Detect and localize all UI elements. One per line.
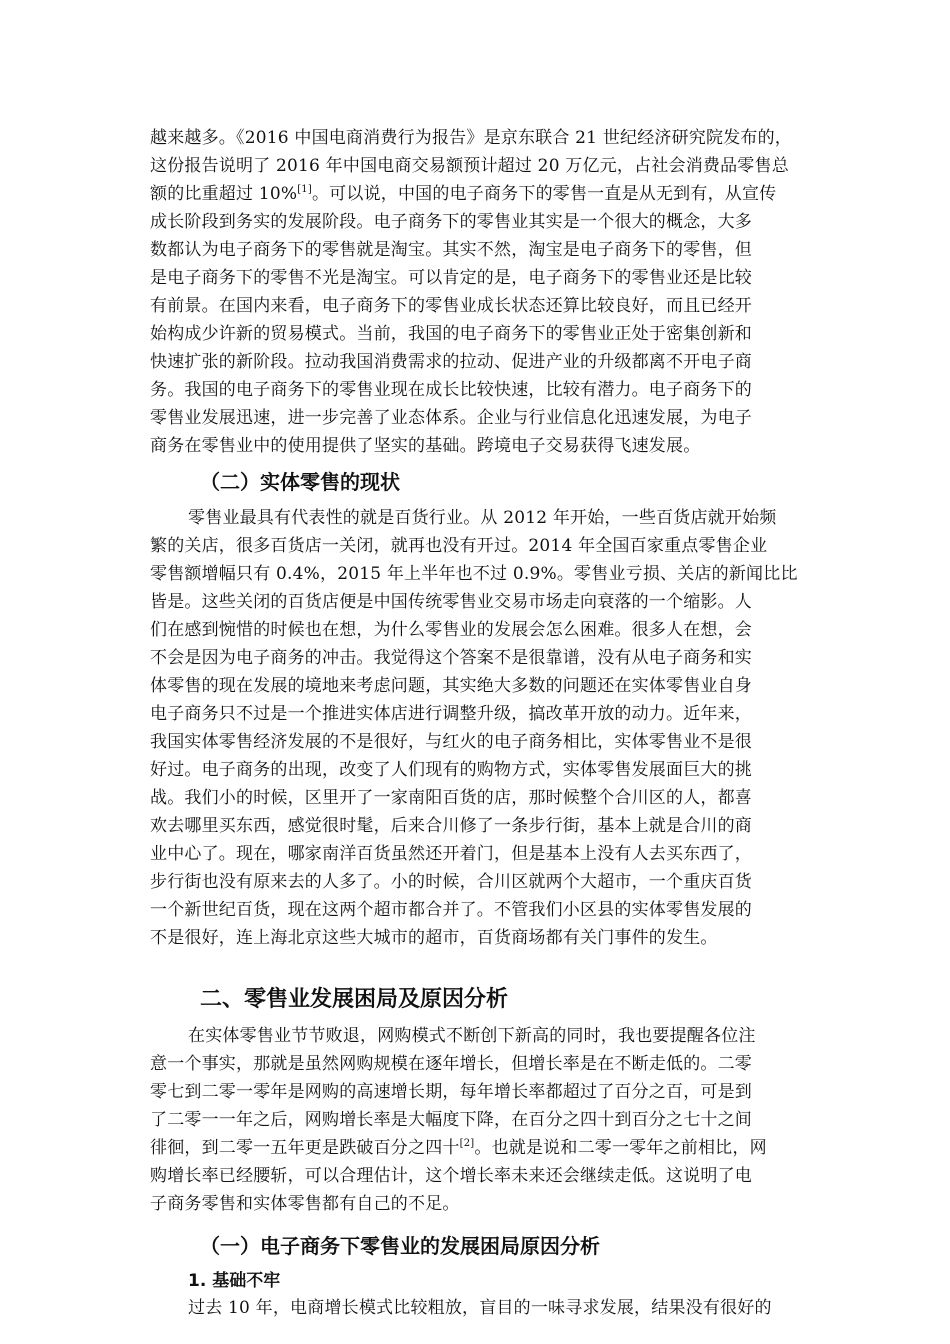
subsection-heading: 1. 基础不牢 <box>188 1271 281 1291</box>
paragraph-line: 是电子商务下的零售不光是淘宝。可以肯定的是，电子商务下的零售业还是比较 <box>150 268 752 288</box>
paragraph-text: 可以说，中国的电子商务下的零售一直是从无到有，从宣传 <box>329 184 777 204</box>
paragraph-line: 繁的关店，很多百货店一关闭，就再也没有开过。2014 年全国百家重点零售企业 <box>150 536 768 556</box>
paragraph-line: 商务在零售业中的使用提供了坚实的基础。跨境电子交易获得飞速发展。 <box>150 436 701 456</box>
paragraph-line: 数都认为电子商务下的零售就是淘宝。其实不然，淘宝是电子商务下的零售，但 <box>150 240 752 260</box>
paragraph-line: 购增长率已经腰斩，可以合理估计，这个增长率未来还会继续走低。这说明了电 <box>150 1166 752 1186</box>
paragraph-line: 务。我国的电子商务下的零售业现在成长比较快速，比较有潜力。电子商务下的 <box>150 380 752 400</box>
section-heading: （一）电子商务下零售业的发展困局原因分析 <box>200 1234 600 1258</box>
paragraph-line: 一个新世纪百货，现在这两个超市都合并了。不管我们小区县的实体零售发展的 <box>150 900 752 920</box>
citation-ref: [1] <box>297 184 312 195</box>
paragraph-line: 步行街也没有原来去的人多了。小的时候，合川区就两个大超市，一个重庆百货 <box>150 872 752 892</box>
paragraph-line: 了二零一一年之后，网购增长率是大幅度下降，在百分之四十到百分之七十之间 <box>150 1110 752 1130</box>
paragraph-line: 这份报告说明了 2016 年中国电商交易额预计超过 20 万亿元，占社会消费品零售总 <box>150 156 789 176</box>
paragraph-text: 额的比重超过 10% <box>150 184 298 204</box>
paragraph-line <box>150 1134 840 1162</box>
paragraph-line: 零七到二零一零年是网购的高速增长期，每年增长率都超过了百分之百，可是到 <box>150 1082 752 1102</box>
paragraph-line: 不会是因为电子商务的冲击。我觉得这个答案不是很靠谱，没有从电子商务和实 <box>150 648 752 668</box>
paragraph-line: 在实体零售业节节败退，网购模式不断创下新高的同时，我也要提醒各位注 <box>188 1026 756 1046</box>
paragraph-line: 电子商务只不过是一个推进实体店进行调整升级，搞改革开放的动力。近年来， <box>150 704 752 724</box>
paragraph-line: 们在感到惋惜的时候也在想，为什么零售业的发展会怎么困难。很多人在想，会 <box>150 620 752 640</box>
paragraph-line: 皆是。这些关闭的百货店便是中国传统零售业交易市场走向衰落的一个缩影。人 <box>150 592 752 612</box>
paragraph-line: 意一个事实，那就是虽然网购规模在逐年增长，但增长率是在不断走低的。二零 <box>150 1054 752 1074</box>
paragraph-line: 不是很好，连上海北京这些大城市的超市，百货商场都有关门事件的发生。 <box>150 928 718 948</box>
paragraph-text: 徘徊，到二零一五年更是跌破百分之四十 <box>150 1138 460 1158</box>
paragraph-line: 始构成少许新的贸易模式。当前，我国的电子商务下的零售业正处于密集创新和 <box>150 324 752 344</box>
section-heading: （二）实体零售的现状 <box>200 470 400 494</box>
paragraph-text: 。 <box>311 184 330 204</box>
paragraph-line: 我国实体零售经济发展的不是很好，与红火的电子商务相比，实体零售业不是很 <box>150 732 752 752</box>
paragraph-line: 业中心了。现在，哪家南洋百货虽然还开着门，但是基本上没有人去买东西了， <box>150 844 752 864</box>
chapter-heading: 二、零售业发展困局及原因分析 <box>200 987 509 1012</box>
paragraph-line: 零售业发展迅速，进一步完善了业态体系。企业与行业信息化迅速发展，为电子 <box>150 408 752 428</box>
paragraph-line: 欢去哪里买东西，感觉很时髦，后来合川修了一条步行街，基本上就是合川的商 <box>150 816 752 836</box>
paragraph-line: 体零售的现在发展的境地来考虑问题，其实绝大多数的问题还在实体零售业自身 <box>150 676 752 696</box>
paragraph-line: 好过。电子商务的出现，改变了人们现有的购物方式，实体零售发展面巨大的挑 <box>150 760 752 780</box>
paragraph-line: 子商务零售和实体零售都有自己的不足。 <box>150 1194 460 1214</box>
paragraph-line: 成长阶段到务实的发展阶段。电子商务下的零售业其实是一个很大的概念，大多 <box>150 212 752 232</box>
paragraph-line: 有前景。在国内来看，电子商务下的零售业成长状态还算比较良好，而且已经开 <box>150 296 752 316</box>
paragraph-line: 零售业最具有代表性的就是百货行业。从 2012 年开始，一些百货店就开始频 <box>188 508 777 528</box>
citation-ref: [2] <box>459 1138 475 1149</box>
paragraph-line: 快速扩张的新阶段。拉动我国消费需求的拉动、促进产业的升级都离不开电子商 <box>150 352 752 372</box>
paragraph-text: 。也就是说和二零一零年之前相比，网 <box>474 1138 767 1158</box>
paragraph-line: 战。我们小的时候，区里开了一家南阳百货的店，那时候整个合川区的人，都喜 <box>150 788 752 808</box>
paragraph-line: 过去 10 年，电商增长模式比较粗放，盲目的一味寻求发展，结果没有很好的 <box>188 1298 772 1318</box>
paragraph-line: 越来越多。《2016 中国电商消费行为报告》是京东联合 21 世纪经济研究院发布的， <box>150 128 793 148</box>
paragraph-line <box>150 180 840 208</box>
paragraph-line: 零售额增幅只有 0.4%，2015 年上半年也不过 0.9%。零售业亏损、关店的新闻比比 <box>150 564 798 584</box>
